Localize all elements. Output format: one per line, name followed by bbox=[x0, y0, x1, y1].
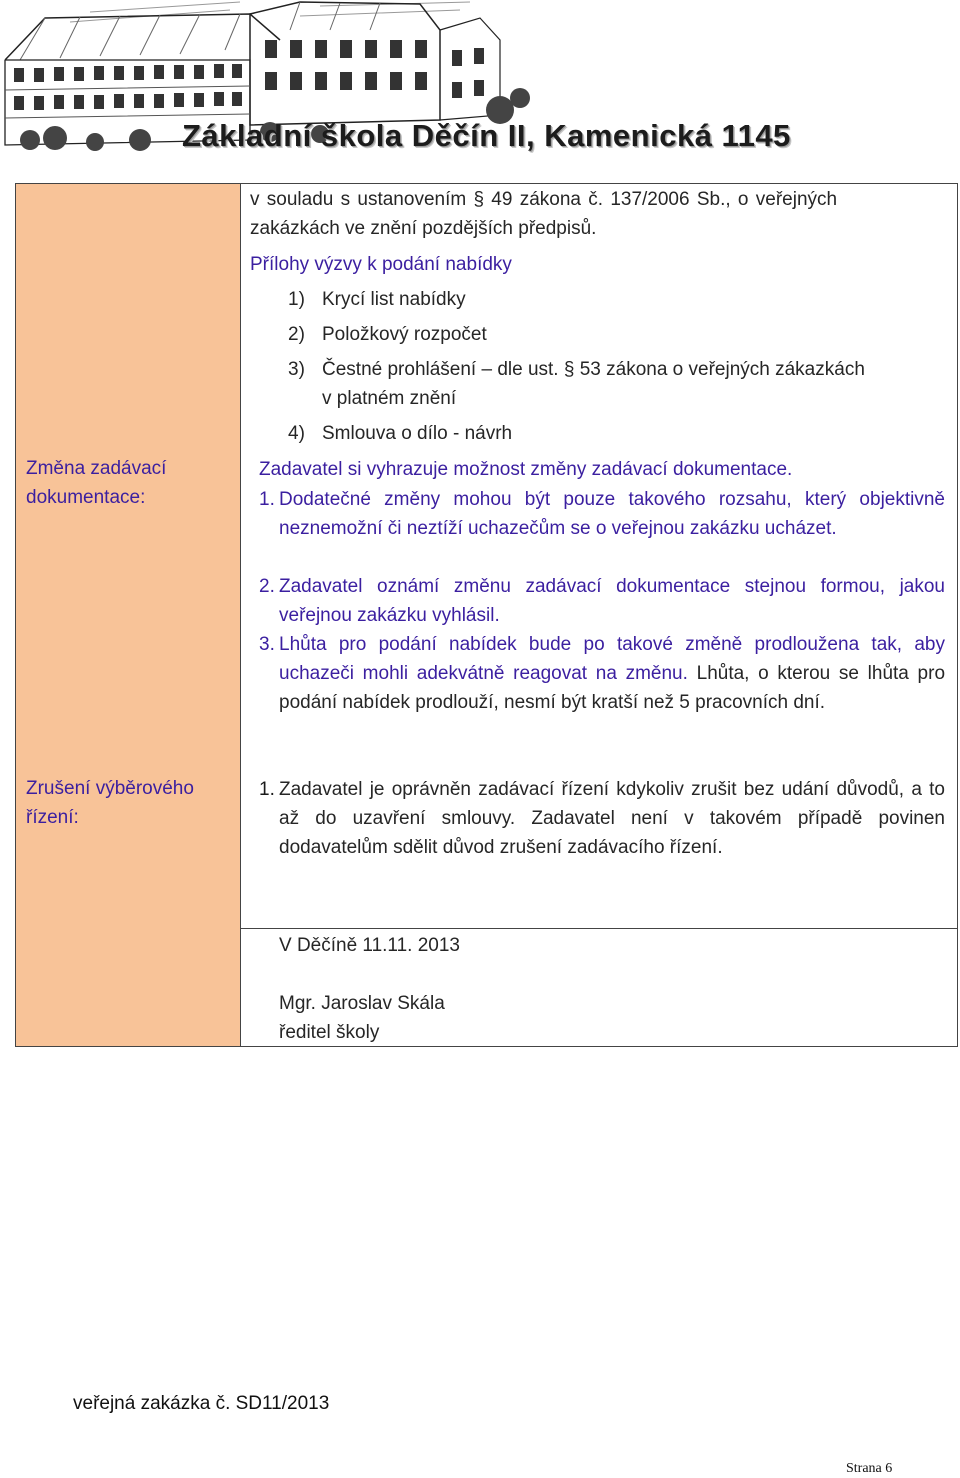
attachment-item: Čestné prohlášení – dle ust. § 53 zákona o veřejných zákazkách bbox=[322, 359, 865, 380]
change-item-text: Dodatečné změny mohou být pouze takového rozsahu, který objektivně neznemožní či neztíží uchazečům se o veřejnou zakázku ucházet. bbox=[279, 489, 945, 539]
attachments-heading: Přílohy výzvy k podání nabídky bbox=[250, 254, 512, 275]
tender-conditions-table bbox=[15, 183, 958, 1047]
change-item-number: 2. bbox=[259, 576, 275, 597]
change-item-text-blue: Lhůta pro podání nabídek bude po takové změně prodloužena tak, aby uchazeči mohli adekvátně reagovat na změnu. bbox=[279, 634, 945, 684]
cancel-label: Zrušení výběrového řízení: bbox=[26, 778, 194, 828]
tender-id-footer: veřejná zakázka č. SD11/2013 bbox=[73, 1393, 330, 1414]
changes-intro: Zadavatel si vyhrazuje možnost změny zadávací dokumentace. bbox=[259, 459, 793, 480]
signatory-role: ředitel školy bbox=[279, 1022, 380, 1043]
page-number: Strana 6 bbox=[846, 1461, 893, 1476]
school-name-title: Základní škola Děčín II, Kamenická 1145 bbox=[182, 118, 791, 153]
attachment-number: 1) bbox=[288, 289, 305, 310]
place-date: V Děčíně 11.11. 2013 bbox=[279, 935, 460, 956]
signature-row-divider bbox=[241, 928, 957, 929]
attachment-item: Smlouva o dílo - návrh bbox=[322, 423, 513, 444]
cancel-item-text: Zadavatel je oprávněn zadávací řízení kdykoliv zrušit bez udání důvodů, a to až do uzavření smlouvy. Zadavatel není v takovém případě povinen dodavatelům sdělit důvod zrušení zadávacího řízení. bbox=[279, 779, 945, 858]
cancel-item-number: 1. bbox=[259, 779, 275, 800]
signatory-name: Mgr. Jaroslav Skála bbox=[279, 993, 445, 1014]
attachment-number: 3) bbox=[288, 359, 305, 380]
change-item-number: 1. bbox=[259, 489, 275, 510]
legal-basis-line-1: v souladu s ustanovením § 49 zákona č. 137/2006 Sb., o veřejných bbox=[250, 189, 838, 210]
change-item-number: 3. bbox=[259, 634, 275, 655]
attachment-item: Položkový rozpočet bbox=[322, 324, 487, 345]
attachment-item-continuation: v platném znění bbox=[322, 388, 457, 409]
change-item-text bbox=[279, 630, 945, 717]
label-column bbox=[16, 184, 241, 1046]
change-item-text: Zadavatel oznámí změnu zadávací dokumentace stejnou formou, jakou veřejnou zakázku vyhlásil. bbox=[279, 576, 945, 626]
page-header bbox=[0, 0, 960, 160]
change-item-text-dark: Lhůta, o kterou se lhůta pro podání nabídek prodlouží, nesmí být kratší než 5 pracovních dní. bbox=[279, 663, 946, 713]
legal-basis-line-2: zakázkách ve znění pozdějších předpisů. bbox=[250, 218, 597, 239]
changes-label: Změna zadávací dokumentace: bbox=[26, 458, 167, 508]
attachment-number: 2) bbox=[288, 324, 305, 345]
attachment-item: Krycí list nabídky bbox=[322, 289, 466, 310]
attachment-number: 4) bbox=[288, 423, 305, 444]
